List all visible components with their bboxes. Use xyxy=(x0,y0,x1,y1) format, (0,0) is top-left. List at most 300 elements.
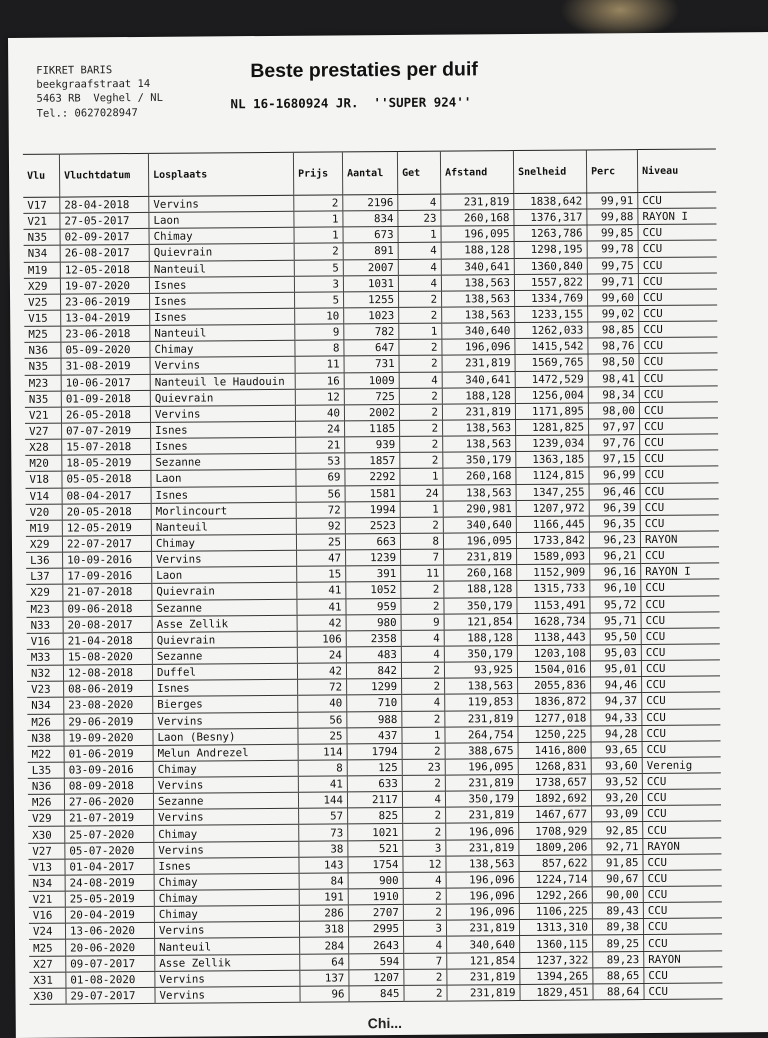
cell-snelheid: 1315,733 xyxy=(517,580,590,597)
cell-niveau: CCU xyxy=(640,434,719,451)
table-body xyxy=(23,192,722,1004)
cell-niveau: CCU xyxy=(640,515,719,532)
cell-snelheid: 1809,206 xyxy=(519,839,592,856)
cell-vluchtdatum: 27-06-2020 xyxy=(64,794,153,811)
cell-losplaats: Chimay xyxy=(154,825,299,842)
cell-snelheid: 2055,836 xyxy=(518,677,591,694)
cell-aantal: 2358 xyxy=(346,630,401,647)
cell-losplaats: Duffel xyxy=(152,663,297,680)
cell-prijs: 41 xyxy=(297,582,346,599)
cell-losplaats: Chimay xyxy=(154,905,299,922)
cell-vlu: M26 xyxy=(27,714,64,730)
cell-get: 1 xyxy=(402,727,445,743)
cell-vluchtdatum: 25-05-2019 xyxy=(65,890,154,907)
cell-niveau: CCU xyxy=(644,983,723,1000)
cell-vluchtdatum: 19-09-2020 xyxy=(64,729,153,746)
cell-losplaats: Vervins xyxy=(153,776,298,793)
cell-aantal: 1052 xyxy=(346,582,401,599)
cell-vluchtdatum: 23-06-2018 xyxy=(61,326,150,343)
cell-prijs: 286 xyxy=(299,905,348,922)
cell-vluchtdatum: 08-06-2019 xyxy=(64,681,153,698)
cell-losplaats: Chimay xyxy=(151,534,296,551)
cell-get: 2 xyxy=(403,824,446,840)
cell-vluchtdatum: 05-07-2020 xyxy=(65,842,154,859)
cell-prijs: 96 xyxy=(300,986,349,1003)
cell-vluchtdatum: 01-06-2019 xyxy=(64,745,153,762)
cell-vluchtdatum: 26-08-2017 xyxy=(60,245,149,262)
cell-perc: 97,15 xyxy=(589,451,640,468)
cell-vlu: X28 xyxy=(25,439,62,455)
cell-aantal: 1185 xyxy=(345,420,400,437)
col-vluchtdatum: Vluchtdatum xyxy=(59,153,148,197)
cell-prijs: 3 xyxy=(294,276,343,293)
cell-perc: 99,75 xyxy=(587,257,638,274)
cell-afstand: 340,641 xyxy=(442,371,515,388)
cell-perc: 97,76 xyxy=(589,435,640,452)
cell-afstand: 231,819 xyxy=(444,549,517,566)
cell-prijs: 318 xyxy=(299,921,348,938)
cell-vlu: X27 xyxy=(29,956,66,972)
cell-aantal: 845 xyxy=(349,985,404,1002)
cell-vluchtdatum: 29-06-2019 xyxy=(64,713,153,730)
cell-prijs: 56 xyxy=(296,485,345,502)
cell-vluchtdatum: 21-07-2018 xyxy=(63,584,152,601)
cell-aantal: 673 xyxy=(343,227,398,244)
cell-get: 7 xyxy=(401,549,444,565)
cell-prijs: 41 xyxy=(298,776,347,793)
cell-vlu: V20 xyxy=(26,504,63,520)
cell-niveau: RAYON I xyxy=(638,208,717,225)
cell-vlu: V27 xyxy=(28,843,65,859)
cell-get: 1 xyxy=(398,226,441,242)
cell-snelheid: 1334,769 xyxy=(514,290,587,307)
cell-niveau: CCU xyxy=(642,725,721,742)
cell-aantal: 980 xyxy=(346,614,401,631)
cell-snelheid: 1233,155 xyxy=(515,306,588,323)
cell-losplaats: Isnes xyxy=(151,437,296,454)
cell-vlu: V25 xyxy=(24,294,61,310)
cell-prijs: 73 xyxy=(299,824,348,841)
cell-prijs: 9 xyxy=(295,324,344,341)
cell-niveau: CCU xyxy=(638,240,717,257)
printed-sheet xyxy=(8,32,768,1038)
cell-niveau: RAYON xyxy=(644,951,723,968)
col-perc: Perc xyxy=(586,150,637,193)
cell-niveau: CCU xyxy=(641,595,720,612)
cell-afstand: 231,819 xyxy=(446,807,519,824)
cell-vluchtdatum: 12-05-2018 xyxy=(60,261,149,278)
cell-get: 2 xyxy=(402,711,445,727)
cell-losplaats: Quievrain xyxy=(150,389,295,406)
cell-niveau: RAYON xyxy=(640,531,719,548)
cell-afstand: 188,128 xyxy=(444,581,517,598)
cell-aantal: 1255 xyxy=(344,291,399,308)
cell-aantal: 900 xyxy=(348,872,403,889)
cell-niveau: CCU xyxy=(643,918,722,935)
cell-afstand: 138,563 xyxy=(441,274,514,291)
cell-losplaats: Isnes xyxy=(150,308,295,325)
cell-prijs: 56 xyxy=(298,711,347,728)
cell-snelheid: 1472,529 xyxy=(515,371,588,388)
cell-niveau: CCU xyxy=(639,369,718,386)
cell-snelheid: 1152,909 xyxy=(517,564,590,581)
cell-afstand: 350,179 xyxy=(444,645,517,662)
cell-aantal: 782 xyxy=(344,324,399,341)
cell-losplaats: Vervins xyxy=(155,986,300,1003)
cell-perc: 98,50 xyxy=(588,354,639,371)
cell-vlu: N38 xyxy=(27,730,64,746)
cell-perc: 92,71 xyxy=(592,838,643,855)
col-snelheid: Snelheid xyxy=(513,150,586,194)
cell-get: 2 xyxy=(401,662,444,678)
cell-afstand: 231,819 xyxy=(447,968,520,985)
cell-snelheid: 1262,033 xyxy=(515,322,588,339)
cell-vlu: M19 xyxy=(24,262,61,278)
cell-prijs: 40 xyxy=(295,405,344,422)
cell-perc: 99,78 xyxy=(587,241,638,258)
cell-prijs: 42 xyxy=(297,663,346,680)
cell-losplaats: Chimay xyxy=(154,873,299,890)
cell-losplaats: Laon xyxy=(149,211,294,228)
cell-aantal: 959 xyxy=(346,598,401,615)
cell-prijs: 92 xyxy=(296,518,345,535)
cell-perc: 89,38 xyxy=(592,919,643,936)
cell-snelheid: 1138,443 xyxy=(517,629,590,646)
cell-perc: 99,71 xyxy=(587,273,638,290)
cell-niveau: CCU xyxy=(640,482,719,499)
cell-prijs: 143 xyxy=(299,857,348,874)
cell-get: 23 xyxy=(402,759,445,775)
cell-aantal: 1299 xyxy=(347,679,402,696)
cell-losplaats: Morlincourt xyxy=(151,502,296,519)
cell-afstand: 260,168 xyxy=(444,565,517,582)
cell-vluchtdatum: 05-05-2018 xyxy=(62,471,151,488)
cell-perc: 88,64 xyxy=(593,983,644,1000)
cell-get: 4 xyxy=(398,275,441,291)
cell-snelheid: 1298,195 xyxy=(514,241,587,258)
cell-prijs: 1 xyxy=(294,227,343,244)
cell-afstand: 196,096 xyxy=(446,871,519,888)
cell-losplaats: Quievrain xyxy=(149,244,294,261)
cell-get: 1 xyxy=(400,501,443,517)
cell-snelheid: 1124,815 xyxy=(516,467,589,484)
cell-perc: 98,00 xyxy=(588,402,639,419)
cell-vlu: N34 xyxy=(27,697,64,713)
cell-afstand: 121,854 xyxy=(447,952,520,969)
cell-prijs: 24 xyxy=(296,421,345,438)
cell-perc: 89,43 xyxy=(592,903,643,920)
cell-aantal: 891 xyxy=(343,243,398,260)
cell-snelheid: 1250,225 xyxy=(518,726,591,743)
cell-get: 4 xyxy=(403,872,446,888)
cell-snelheid: 1467,677 xyxy=(519,806,592,823)
cell-snelheid: 1237,322 xyxy=(520,952,593,969)
cell-losplaats: Vervins xyxy=(150,405,295,422)
cell-perc: 96,39 xyxy=(589,499,640,516)
cell-aantal: 2707 xyxy=(348,905,403,922)
cell-prijs: 72 xyxy=(296,502,345,519)
cell-losplaats: Asse Zellik xyxy=(152,615,297,632)
cell-get: 1 xyxy=(400,468,443,484)
cell-afstand: 350,179 xyxy=(445,791,518,808)
cell-prijs: 144 xyxy=(298,792,347,809)
cell-vluchtdatum: 13-04-2019 xyxy=(61,309,150,326)
cell-vluchtdatum: 29-07-2017 xyxy=(66,987,155,1004)
cell-perc: 96,21 xyxy=(590,548,641,565)
col-aantal: Aantal xyxy=(342,151,397,194)
cell-get: 2 xyxy=(402,743,445,759)
cell-niveau: CCU xyxy=(643,821,722,838)
cell-perc: 91,85 xyxy=(592,854,643,871)
cell-vlu: M22 xyxy=(28,746,65,762)
cell-prijs: 10 xyxy=(295,308,344,325)
cell-get: 2 xyxy=(400,517,443,533)
cell-vlu: V17 xyxy=(23,197,60,213)
cell-prijs: 64 xyxy=(300,953,349,970)
cell-niveau: CCU xyxy=(639,321,718,338)
cell-snelheid: 1281,825 xyxy=(516,419,589,436)
cell-afstand: 231,819 xyxy=(446,839,519,856)
cell-prijs: 12 xyxy=(295,389,344,406)
cell-aantal: 731 xyxy=(344,356,399,373)
cell-vluchtdatum: 01-08-2020 xyxy=(66,971,155,988)
cell-niveau: CCU xyxy=(639,402,718,419)
cell-perc: 95,71 xyxy=(590,612,641,629)
cell-perc: 99,85 xyxy=(587,225,638,242)
cell-niveau: CCU xyxy=(642,789,721,806)
cell-aantal: 939 xyxy=(345,437,400,454)
cell-vluchtdatum: 27-05-2017 xyxy=(60,213,149,230)
cell-prijs: 137 xyxy=(300,970,349,987)
cell-perc: 93,60 xyxy=(591,757,642,774)
cell-prijs: 72 xyxy=(298,679,347,696)
cell-losplaats: Melun Andrezel xyxy=(153,744,298,761)
cell-losplaats: Bierges xyxy=(153,696,298,713)
cell-vluchtdatum: 07-07-2019 xyxy=(62,422,151,439)
cell-perc: 99,02 xyxy=(588,306,639,323)
cell-perc: 89,23 xyxy=(593,951,644,968)
cell-perc: 90,67 xyxy=(592,870,643,887)
cell-get: 2 xyxy=(399,339,442,355)
col-get: Get xyxy=(397,151,440,194)
cell-niveau: CCU xyxy=(642,741,721,758)
cell-aantal: 1239 xyxy=(346,550,401,567)
owner-address xyxy=(36,63,163,121)
cell-snelheid: 1263,786 xyxy=(514,225,587,242)
cell-perc: 97,97 xyxy=(589,419,640,436)
cell-vluchtdatum: 10-09-2016 xyxy=(63,551,152,568)
cell-vluchtdatum: 31-08-2019 xyxy=(61,358,150,375)
cell-afstand: 290,981 xyxy=(443,500,516,517)
cell-perc: 96,99 xyxy=(589,467,640,484)
cell-losplaats: Sezanne xyxy=(152,647,297,664)
cell-snelheid: 1153,491 xyxy=(517,596,590,613)
cell-prijs: 114 xyxy=(298,744,347,761)
cell-snelheid: 1256,004 xyxy=(515,387,588,404)
cell-snelheid: 1415,542 xyxy=(515,338,588,355)
cell-snelheid: 1277,018 xyxy=(518,709,591,726)
cell-aantal: 842 xyxy=(346,663,401,680)
cell-vluchtdatum: 20-06-2020 xyxy=(66,939,155,956)
cell-losplaats: Vervins xyxy=(154,841,299,858)
cell-vlu: M25 xyxy=(24,326,61,342)
cell-aantal: 594 xyxy=(349,953,404,970)
cell-vluchtdatum: 10-06-2017 xyxy=(61,374,150,391)
cell-get: 2 xyxy=(403,904,446,920)
cell-aantal: 647 xyxy=(344,340,399,357)
cell-vluchtdatum: 20-08-2017 xyxy=(63,616,152,633)
cell-snelheid: 1416,800 xyxy=(518,742,591,759)
cell-get: 4 xyxy=(404,937,447,953)
cell-afstand: 340,640 xyxy=(442,323,515,340)
cell-niveau: CCU xyxy=(644,967,723,984)
col-losplaats: Losplaats xyxy=(148,152,293,196)
col-prijs: Prijs xyxy=(293,152,342,195)
cell-vluchtdatum: 24-08-2019 xyxy=(65,874,154,891)
cell-vlu: X31 xyxy=(29,972,66,988)
cell-get: 3 xyxy=(403,920,446,936)
cell-vlu: L35 xyxy=(28,762,65,778)
cell-aantal: 834 xyxy=(343,211,398,228)
cell-perc: 89,25 xyxy=(593,935,644,952)
cell-perc: 96,46 xyxy=(589,483,640,500)
cell-aantal: 2995 xyxy=(348,921,403,938)
cell-get: 4 xyxy=(402,791,445,807)
cell-afstand: 138,563 xyxy=(446,855,519,872)
cell-afstand: 350,179 xyxy=(444,597,517,614)
cell-get: 3 xyxy=(403,840,446,856)
cell-vluchtdatum: 12-05-2019 xyxy=(62,519,151,536)
cell-perc: 93,65 xyxy=(591,741,642,758)
cell-snelheid: 1360,840 xyxy=(514,258,587,275)
cell-vlu: V23 xyxy=(27,681,64,697)
cell-losplaats: Sezanne xyxy=(152,599,297,616)
cell-get: 1 xyxy=(399,323,442,339)
cell-niveau: CCU xyxy=(641,612,720,629)
cell-vluchtdatum: 09-06-2018 xyxy=(63,600,152,617)
cell-losplaats: Vervins xyxy=(154,809,299,826)
cell-prijs: 47 xyxy=(297,550,346,567)
cell-afstand: 188,128 xyxy=(441,242,514,259)
cell-aantal: 1754 xyxy=(348,856,403,873)
cell-snelheid: 1207,972 xyxy=(516,500,589,517)
cell-losplaats: Vervins xyxy=(154,922,299,939)
cell-get: 2 xyxy=(399,356,442,372)
cell-vluchtdatum: 23-06-2019 xyxy=(61,293,150,310)
cell-aantal: 1207 xyxy=(349,969,404,986)
cell-vluchtdatum: 01-04-2017 xyxy=(65,858,154,875)
cell-losplaats: Isnes xyxy=(154,857,299,874)
cell-perc: 96,16 xyxy=(590,564,641,581)
cell-losplaats: Laon xyxy=(152,566,297,583)
cell-get: 4 xyxy=(399,372,442,388)
cell-vluchtdatum: 13-06-2020 xyxy=(65,923,154,940)
cell-get: 2 xyxy=(399,404,442,420)
cell-losplaats: Isnes xyxy=(149,276,294,293)
cell-niveau: CCU xyxy=(641,628,720,645)
cell-niveau: CCU xyxy=(639,386,718,403)
cell-aantal: 2007 xyxy=(343,259,398,276)
cell-perc: 96,23 xyxy=(589,532,640,549)
cell-aantal: 2292 xyxy=(345,469,400,486)
cell-afstand: 350,179 xyxy=(443,452,516,469)
cell-losplaats: Laon (Besny) xyxy=(153,728,298,745)
cell-perc: 99,60 xyxy=(587,289,638,306)
cell-losplaats: Sezanne xyxy=(151,454,296,471)
cell-niveau: CCU xyxy=(642,692,721,709)
cell-afstand: 138,563 xyxy=(445,678,518,695)
cell-snelheid: 1838,642 xyxy=(514,193,587,210)
cell-vlu: X30 xyxy=(29,988,66,1004)
owner-phone: Tel.: 0627028947 xyxy=(36,106,138,120)
cell-perc: 99,91 xyxy=(587,193,638,210)
cell-niveau: CCU xyxy=(640,418,719,435)
cell-prijs: 11 xyxy=(295,356,344,373)
cell-get: 2 xyxy=(404,985,447,1001)
cell-losplaats: Nanteuil xyxy=(149,260,294,277)
cell-get: 2 xyxy=(399,307,442,323)
cell-afstand: 196,096 xyxy=(442,339,515,356)
cell-get: 2 xyxy=(399,291,442,307)
cell-niveau: RAYON xyxy=(643,838,722,855)
cell-vlu: X29 xyxy=(24,278,61,294)
cell-snelheid: 1363,185 xyxy=(516,451,589,468)
cell-afstand: 138,563 xyxy=(442,307,515,324)
cell-vlu: V27 xyxy=(25,423,62,439)
cell-get: 9 xyxy=(401,614,444,630)
cell-afstand: 340,640 xyxy=(443,516,516,533)
cell-snelheid: 1628,734 xyxy=(517,613,590,630)
cell-snelheid: 1224,714 xyxy=(519,871,592,888)
cell-aantal: 663 xyxy=(345,533,400,550)
cell-snelheid: 1829,451 xyxy=(520,984,593,1001)
cell-aantal: 2643 xyxy=(349,937,404,954)
cell-vluchtdatum: 20-04-2019 xyxy=(65,907,154,924)
cell-vluchtdatum: 18-05-2019 xyxy=(62,455,151,472)
cell-afstand: 231,819 xyxy=(442,355,515,372)
cell-get: 4 xyxy=(401,630,444,646)
cell-get: 2 xyxy=(399,388,442,404)
cell-prijs: 1 xyxy=(294,211,343,228)
cell-perc: 92,85 xyxy=(592,822,643,839)
cell-aantal: 1031 xyxy=(343,275,398,292)
cell-aantal: 125 xyxy=(347,759,402,776)
cell-niveau: Verenig xyxy=(642,757,721,774)
cell-losplaats: Chimay xyxy=(153,760,298,777)
cell-aantal: 1021 xyxy=(348,824,403,841)
cell-vluchtdatum: 08-09-2018 xyxy=(64,777,153,794)
cell-prijs: 8 xyxy=(295,340,344,357)
cell-niveau: RAYON I xyxy=(641,563,720,580)
cell-get: 2 xyxy=(401,581,444,597)
cell-vlu: M26 xyxy=(28,794,65,810)
cell-afstand: 188,128 xyxy=(444,629,517,646)
cell-losplaats: Nanteuil xyxy=(151,518,296,535)
cell-vluchtdatum: 25-07-2020 xyxy=(65,826,154,843)
cell-vluchtdatum: 21-07-2019 xyxy=(65,810,154,827)
cell-vlu: L37 xyxy=(26,568,63,584)
cell-get: 7 xyxy=(404,953,447,969)
cell-perc: 94,33 xyxy=(591,709,642,726)
cell-vlu: M19 xyxy=(26,520,63,536)
cell-vluchtdatum: 15-07-2018 xyxy=(62,439,151,456)
cell-prijs: 25 xyxy=(296,534,345,551)
cell-afstand: 138,563 xyxy=(443,484,516,501)
cell-aantal: 483 xyxy=(346,646,401,663)
cell-get: 11 xyxy=(401,565,444,581)
cell-niveau: CCU xyxy=(643,854,722,871)
cell-niveau: CCU xyxy=(639,353,718,370)
